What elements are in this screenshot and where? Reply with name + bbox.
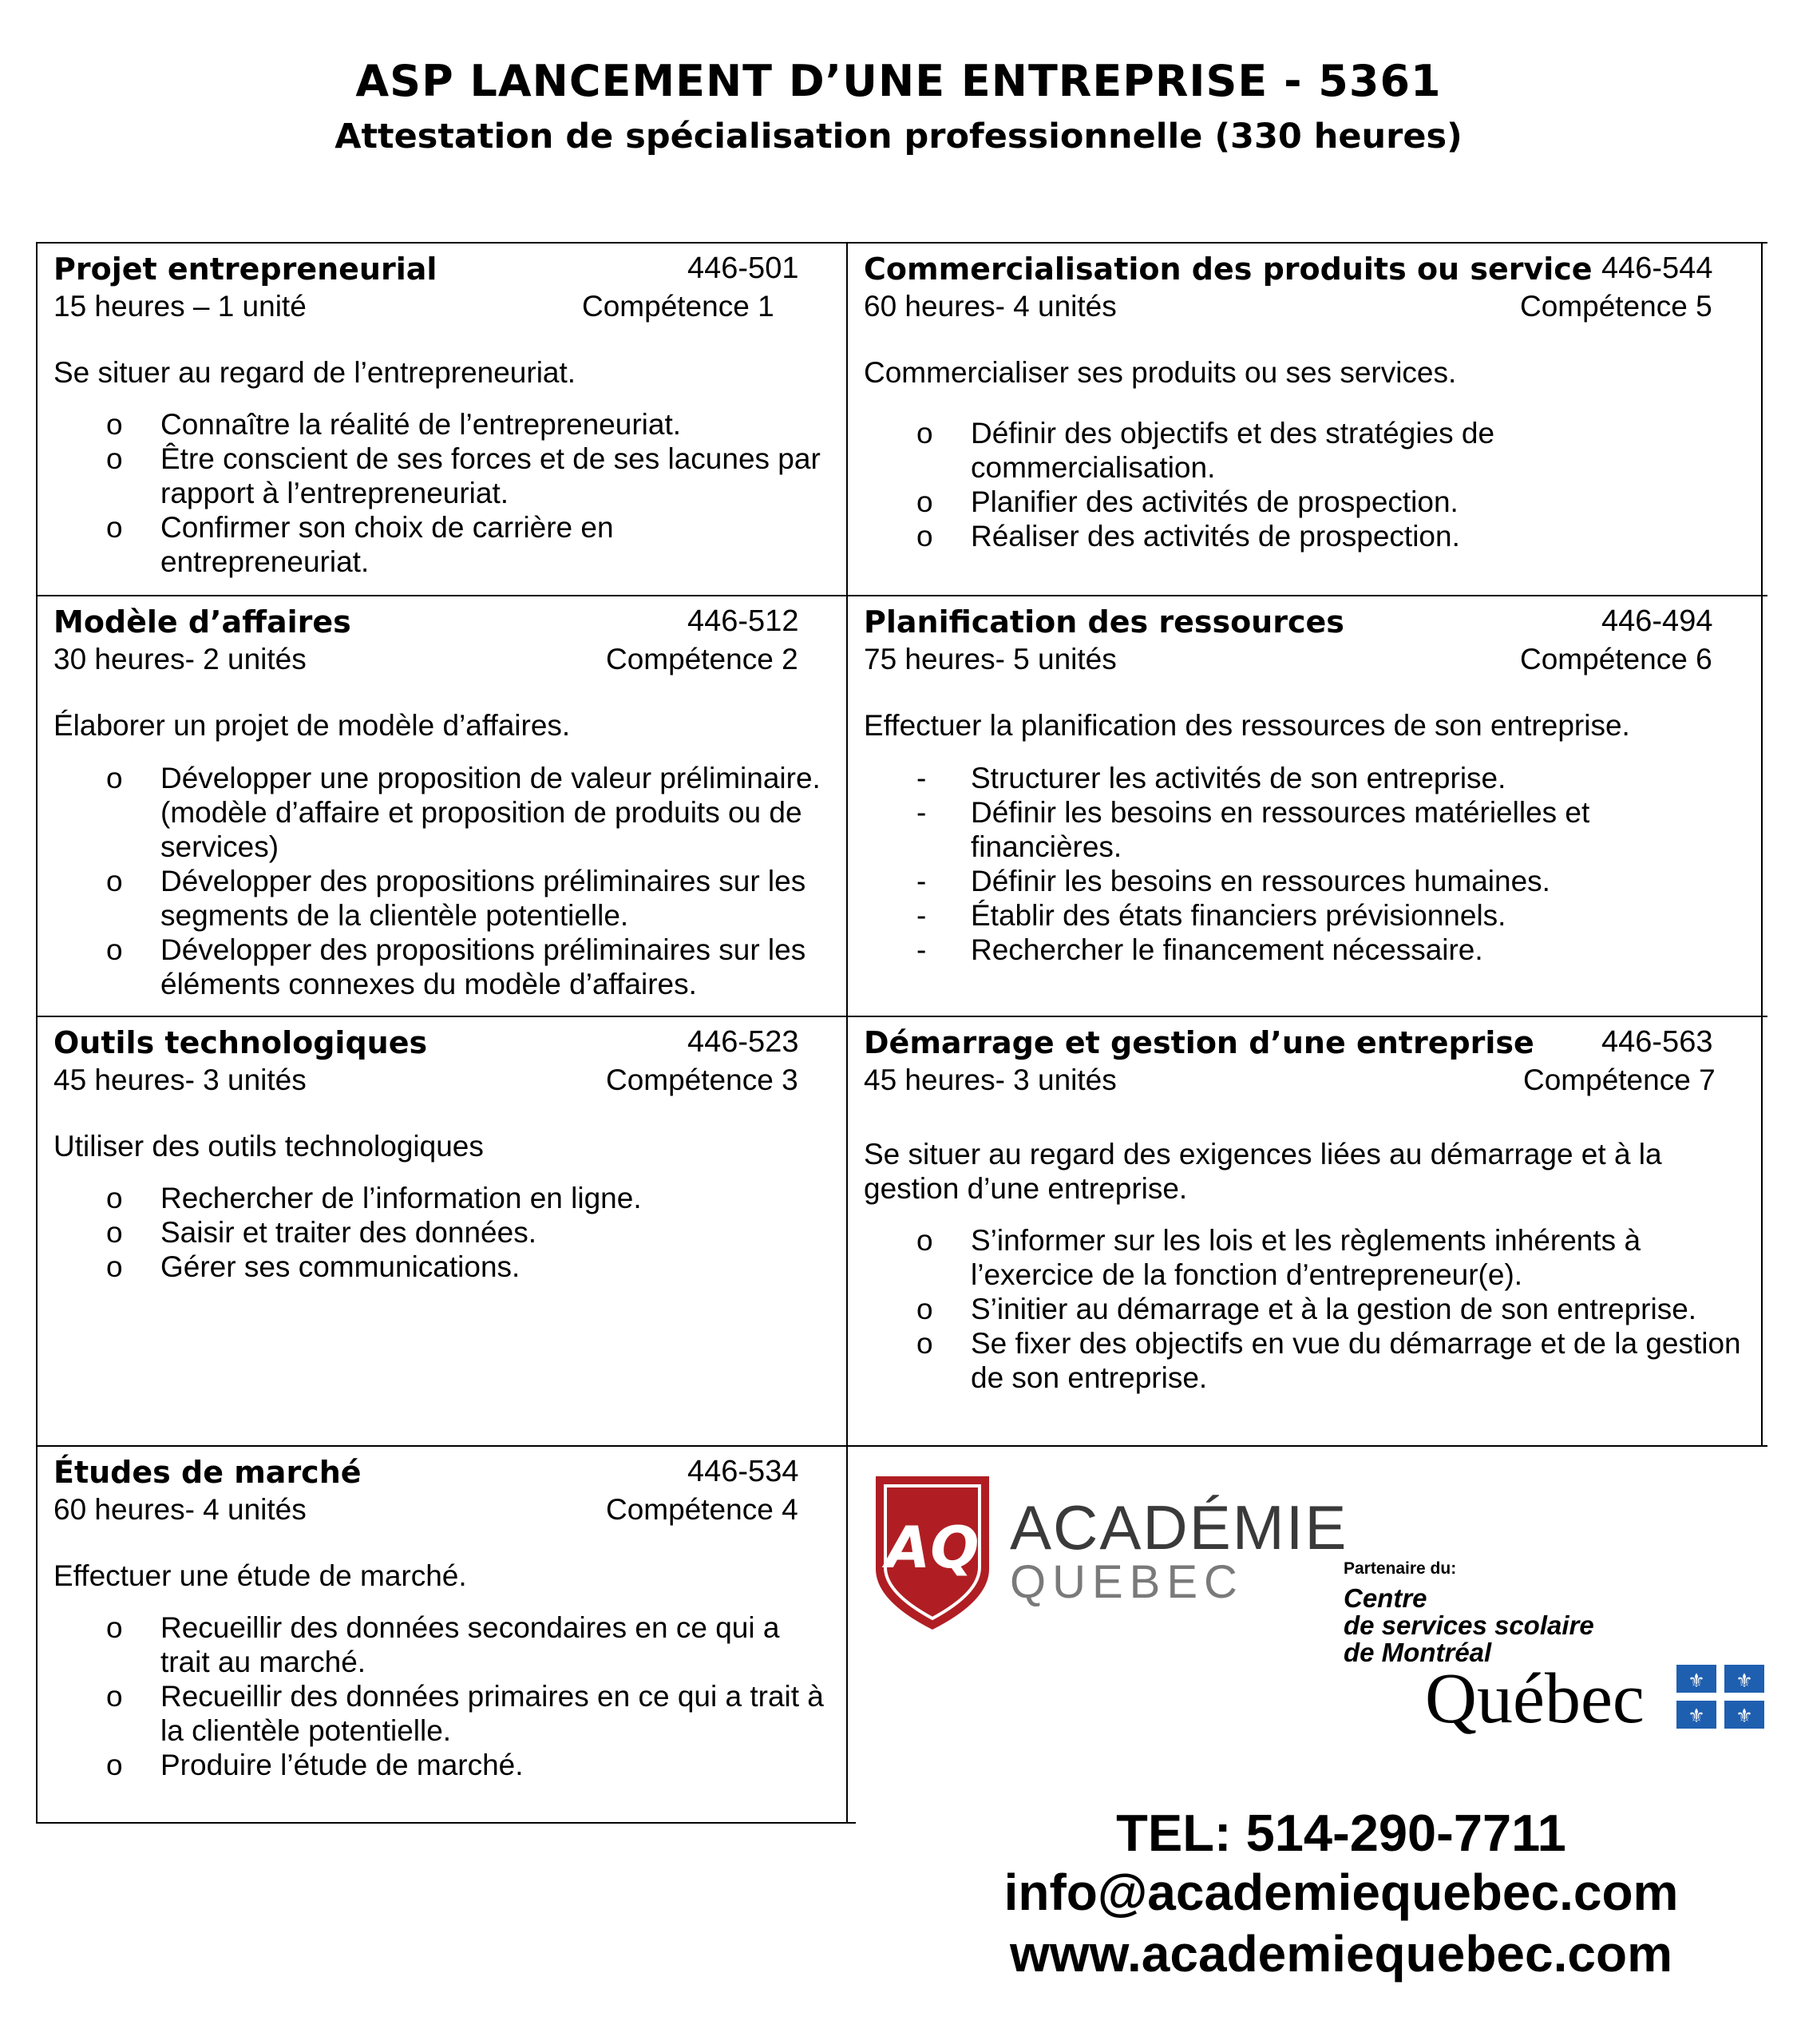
bullet-marker: - bbox=[916, 762, 927, 794]
module-hours: 75 heures- 5 unités bbox=[864, 643, 1117, 675]
list-item bbox=[848, 519, 1761, 553]
bullet-marker: o bbox=[106, 408, 123, 441]
bullet-text: Développer des propositions préliminaires sur les éléments connexes du modèle d’affaires. bbox=[160, 933, 806, 1000]
module-name: Modèle d’affaires bbox=[53, 604, 351, 640]
list-item bbox=[848, 1223, 1761, 1292]
contact-email[interactable]: info@academiequebec.com bbox=[1003, 1864, 1679, 1921]
bullet-marker: o bbox=[106, 1216, 123, 1249]
module-competence: Compétence 7 bbox=[1523, 1064, 1716, 1096]
list-item bbox=[38, 1181, 846, 1215]
bullet-text: S’initier au démarrage et à la gestion de son entreprise. bbox=[971, 1293, 1697, 1325]
bullet-marker: - bbox=[916, 865, 927, 897]
svg-text:⚜: ⚜ bbox=[1736, 1670, 1753, 1692]
module-name: Démarrage et gestion d’une entreprise bbox=[864, 1025, 1534, 1060]
module-description: Commercialiser ses produits ou ses services. bbox=[864, 356, 1457, 389]
module-competence: Compétence 4 bbox=[606, 1493, 798, 1526]
module-hours: 15 heures – 1 unité bbox=[53, 290, 307, 323]
module-bullets bbox=[38, 761, 846, 1001]
module-competence: Compétence 5 bbox=[1520, 290, 1712, 323]
page-subtitle: Attestation de spécialisation professionnelle (330 heures) bbox=[334, 117, 1463, 156]
module-bullets bbox=[848, 416, 1761, 553]
bullet-text: Connaître la réalité de l’entrepreneuriat. bbox=[160, 408, 681, 441]
bullet-marker: o bbox=[106, 1250, 123, 1283]
module-description: Élaborer un projet de modèle d’affaires. bbox=[53, 709, 571, 742]
list-item bbox=[38, 1250, 846, 1284]
csm-line-1: Centre bbox=[1344, 1583, 1427, 1613]
bullet-text: Recueillir des données secondaires en ce qui a trait au marché. bbox=[160, 1611, 780, 1678]
module-code: 446-512 bbox=[687, 604, 799, 638]
module-bullets bbox=[848, 761, 1761, 967]
list-item bbox=[848, 416, 1761, 485]
bullet-marker: o bbox=[916, 485, 933, 518]
module-cell bbox=[848, 244, 1761, 595]
module-competence: Compétence 1 bbox=[582, 290, 774, 323]
module-code: 446-563 bbox=[1601, 1025, 1713, 1059]
module-code: 446-501 bbox=[687, 252, 799, 285]
bullet-text: Produire l’étude de marché. bbox=[160, 1749, 524, 1781]
bullet-marker: o bbox=[916, 1224, 933, 1257]
csm-line-3: de Montréal bbox=[1344, 1638, 1492, 1667]
contact-phone: TEL: 514-290-7711 bbox=[1116, 1804, 1566, 1862]
list-item bbox=[38, 510, 846, 579]
bullet-text: Saisir et traiter des données. bbox=[160, 1216, 536, 1249]
bullet-text: Définir des objectifs et des stratégies de commercialisation. bbox=[971, 417, 1495, 484]
bullet-marker: - bbox=[916, 899, 927, 932]
module-name: Projet entrepreneurial bbox=[53, 252, 437, 287]
table-border-right bbox=[1761, 242, 1763, 1447]
module-name: Études de marché bbox=[53, 1455, 362, 1490]
bullet-text: S’informer sur les lois et les règlements inhérents à l’exercice de la fonction d’entrepreneur(e). bbox=[971, 1224, 1641, 1291]
bullet-text: Rechercher le financement nécessaire. bbox=[971, 933, 1483, 966]
bullet-text: Structurer les activités de son entreprise. bbox=[971, 762, 1506, 794]
csm-line-2: de services scolaire bbox=[1344, 1610, 1594, 1640]
svg-text:⚜: ⚜ bbox=[1688, 1705, 1705, 1727]
list-item bbox=[38, 864, 846, 933]
bullet-marker: o bbox=[916, 1327, 933, 1360]
list-item bbox=[38, 933, 846, 1001]
svg-text:⚜: ⚜ bbox=[1736, 1705, 1753, 1727]
bullet-marker: o bbox=[106, 1680, 123, 1713]
list-item bbox=[38, 761, 846, 864]
bullet-marker: o bbox=[106, 865, 123, 897]
logo-wordmark-academie: ACADÉMIE bbox=[1010, 1492, 1348, 1563]
module-code: 446-544 bbox=[1601, 252, 1713, 285]
module-bullets bbox=[38, 1610, 846, 1782]
module-code: 446-523 bbox=[687, 1025, 799, 1059]
module-description: Effectuer une étude de marché. bbox=[53, 1559, 467, 1592]
module-competence: Compétence 6 bbox=[1520, 643, 1712, 675]
module-hours: 45 heures- 3 unités bbox=[53, 1064, 307, 1096]
module-cell bbox=[38, 1017, 846, 1445]
module-competence: Compétence 2 bbox=[606, 643, 798, 675]
bullet-marker: o bbox=[916, 417, 933, 450]
quebec-wordmark: Québec bbox=[1425, 1659, 1645, 1738]
module-description: Se situer au regard des exigences liées au démarrage et à la gestion d’une entreprise. bbox=[864, 1138, 1662, 1205]
logo-wordmark-quebec: QUEBEC bbox=[1010, 1556, 1244, 1608]
list-item bbox=[38, 442, 846, 510]
bullet-marker: o bbox=[106, 1749, 123, 1781]
module-description: Se situer au regard de l’entrepreneuriat. bbox=[53, 356, 576, 389]
page-title: ASP LANCEMENT D’UNE ENTREPRISE - 5361 bbox=[355, 56, 1442, 106]
bullet-text: Se fixer des objectifs en vue du démarrage et de la gestion de son entreprise. bbox=[971, 1327, 1741, 1394]
module-cell bbox=[38, 244, 846, 595]
bullet-text: Établir des états financiers prévisionnels. bbox=[971, 899, 1506, 932]
bullet-text: Définir les besoins en ressources matérielles et financières. bbox=[971, 796, 1590, 863]
module-hours: 60 heures- 4 unités bbox=[864, 290, 1117, 323]
bullet-marker: - bbox=[916, 796, 927, 829]
quebec-flag-icon bbox=[1676, 1665, 1764, 1729]
module-hours: 45 heures- 3 unités bbox=[864, 1064, 1117, 1096]
academie-quebec-shield-logo bbox=[873, 1473, 992, 1633]
module-name: Outils technologiques bbox=[53, 1025, 428, 1060]
module-cell bbox=[848, 1017, 1761, 1445]
module-cell bbox=[848, 596, 1761, 1016]
bullet-marker: o bbox=[106, 933, 123, 966]
module-description: Effectuer la planification des ressources de son entreprise. bbox=[864, 709, 1630, 742]
module-code: 446-534 bbox=[687, 1455, 799, 1488]
module-description: Utiliser des outils technologiques bbox=[53, 1130, 484, 1163]
module-name: Planification des ressources bbox=[864, 604, 1344, 640]
module-competence: Compétence 3 bbox=[606, 1064, 798, 1096]
list-item bbox=[848, 933, 1761, 967]
module-hours: 30 heures- 2 unités bbox=[53, 643, 307, 675]
list-item bbox=[38, 1610, 846, 1679]
module-code: 446-494 bbox=[1601, 604, 1713, 638]
list-item bbox=[848, 864, 1761, 898]
list-item bbox=[38, 1748, 846, 1782]
list-item bbox=[38, 407, 846, 442]
bullet-marker: o bbox=[106, 1611, 123, 1644]
table-border-bottom bbox=[36, 1822, 856, 1824]
bullet-text: Gérer ses communications. bbox=[160, 1250, 520, 1283]
svg-text:AQ: AQ bbox=[885, 1514, 980, 1581]
list-item bbox=[848, 485, 1761, 519]
bullet-text: Réaliser des activités de prospection. bbox=[971, 520, 1460, 553]
bullet-text: Être conscient de ses forces et de ses lacunes par rapport à l’entrepreneuriat. bbox=[160, 442, 821, 509]
bullet-marker: o bbox=[106, 511, 123, 544]
module-cell bbox=[38, 1447, 846, 1822]
bullet-text: Confirmer son choix de carrière en entrepreneuriat. bbox=[160, 511, 614, 578]
list-item bbox=[38, 1215, 846, 1250]
bullet-text: Recueillir des données primaires en ce qui a trait à la clientèle potentielle. bbox=[160, 1680, 824, 1747]
bullet-marker: o bbox=[916, 520, 933, 553]
partner-label: Partenaire du: bbox=[1344, 1559, 1457, 1578]
bullet-text: Planifier des activités de prospection. bbox=[971, 485, 1459, 518]
bullet-text: Développer une proposition de valeur préliminaire. (modèle d’affaire et proposition de produits ou de services) bbox=[160, 762, 821, 863]
list-item bbox=[848, 761, 1761, 795]
bullet-marker: o bbox=[916, 1293, 933, 1325]
module-bullets bbox=[38, 407, 846, 579]
list-item bbox=[848, 1326, 1761, 1395]
bullet-marker: o bbox=[106, 762, 123, 794]
module-hours: 60 heures- 4 unités bbox=[53, 1493, 307, 1526]
module-cell bbox=[38, 596, 846, 1016]
module-name: Commercialisation des produits ou service bbox=[864, 252, 1593, 287]
bullet-text: Définir les besoins en ressources humaines. bbox=[971, 865, 1550, 897]
contact-website[interactable]: www.academiequebec.com bbox=[1010, 1925, 1672, 1983]
module-bullets bbox=[848, 1223, 1761, 1395]
bullet-marker: - bbox=[916, 933, 927, 966]
list-item bbox=[848, 898, 1761, 933]
svg-text:⚜: ⚜ bbox=[1688, 1670, 1705, 1692]
bullet-marker: o bbox=[106, 442, 123, 475]
module-bullets bbox=[38, 1181, 846, 1284]
bullet-marker: o bbox=[106, 1182, 123, 1214]
bullet-text: Rechercher de l’information en ligne. bbox=[160, 1182, 642, 1214]
list-item bbox=[848, 1292, 1761, 1326]
list-item bbox=[848, 795, 1761, 864]
bullet-text: Développer des propositions préliminaires sur les segments de la clientèle potentielle. bbox=[160, 865, 806, 932]
list-item bbox=[38, 1679, 846, 1748]
